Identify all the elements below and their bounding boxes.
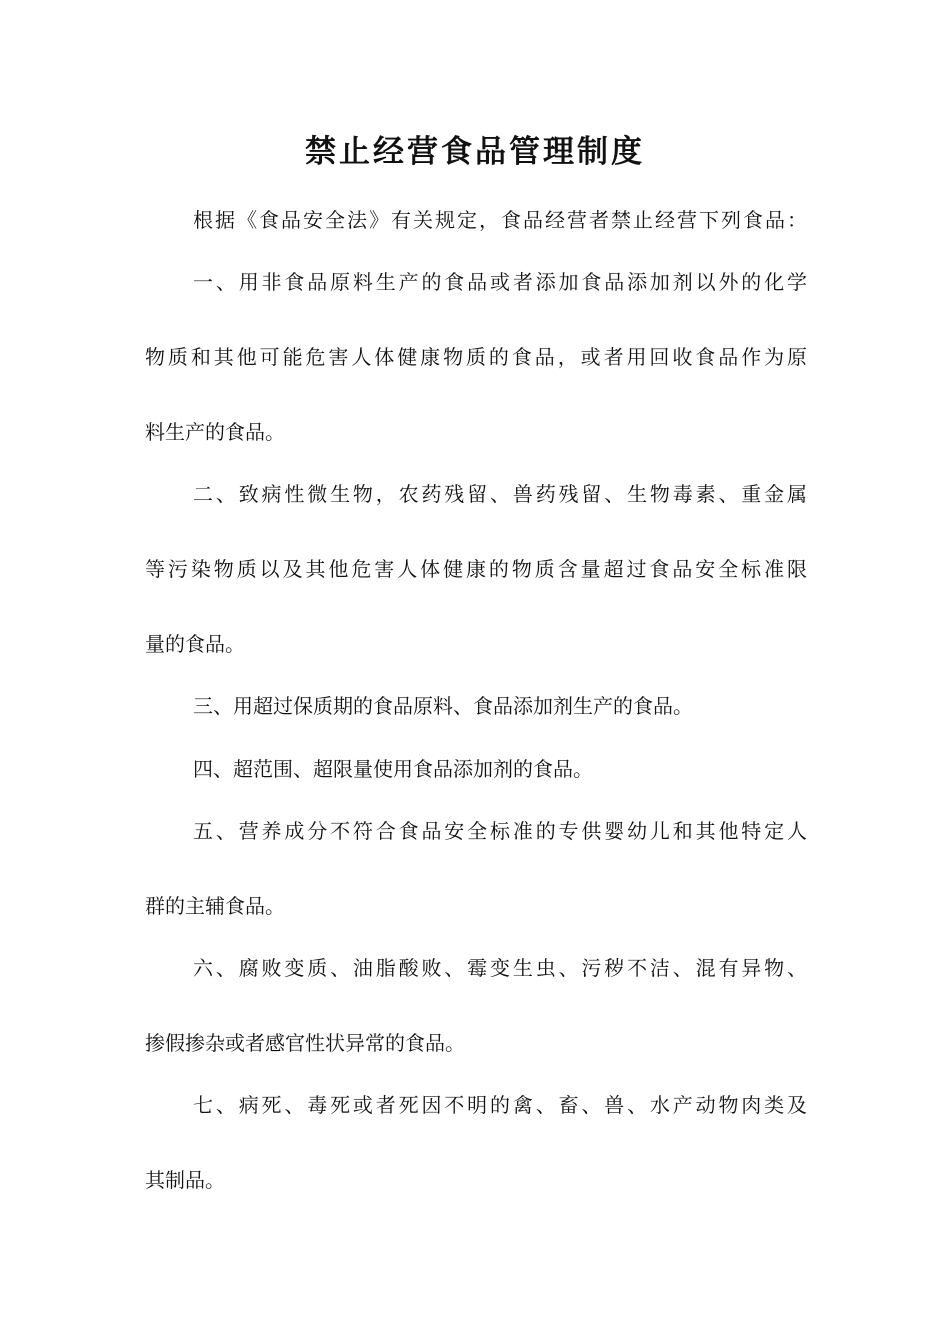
item-3: 三、用超过保质期的食品原料、食品添加剂生产的食品。 <box>193 694 693 718</box>
item-7-line-1: 七、病死、毒死或者死因不明的禽、畜、兽、水产动物肉类及 <box>193 1093 807 1117</box>
item-1-line-1: 一、用非食品原料生产的食品或者添加食品添加剂以外的化学 <box>193 270 807 294</box>
item-2-line-1: 二、致病性微生物，农药残留、兽药残留、生物毒素、重金属 <box>193 482 807 506</box>
item-7-line-2: 其制品。 <box>145 1168 225 1192</box>
paragraph-intro: 根据《食品安全法》有关规定，食品经营者禁止经营下列食品： <box>193 208 807 232</box>
document-title: 禁止经营食品管理制度 <box>305 134 645 170</box>
item-6-line-2: 掺假掺杂或者感官性状异常的食品。 <box>145 1031 465 1055</box>
item-6-line-1: 六、腐败变质、油脂酸败、霉变生虫、污秽不洁、混有异物、 <box>193 956 807 980</box>
item-1-line-3: 料生产的食品。 <box>145 420 285 444</box>
item-5-line-2: 群的主辅食品。 <box>145 894 285 918</box>
item-4: 四、超范围、超限量使用食品添加剂的食品。 <box>193 757 593 781</box>
item-1-line-2: 物质和其他可能危害人体健康物质的食品，或者用回收食品作为原 <box>145 345 807 369</box>
item-5-line-1: 五、营养成分不符合食品安全标准的专供婴幼儿和其他特定人 <box>193 819 807 843</box>
item-2-line-3: 量的食品。 <box>145 632 245 656</box>
item-2-line-2: 等污染物质以及其他危害人体健康的物质含量超过食品安全标准限 <box>145 557 807 581</box>
